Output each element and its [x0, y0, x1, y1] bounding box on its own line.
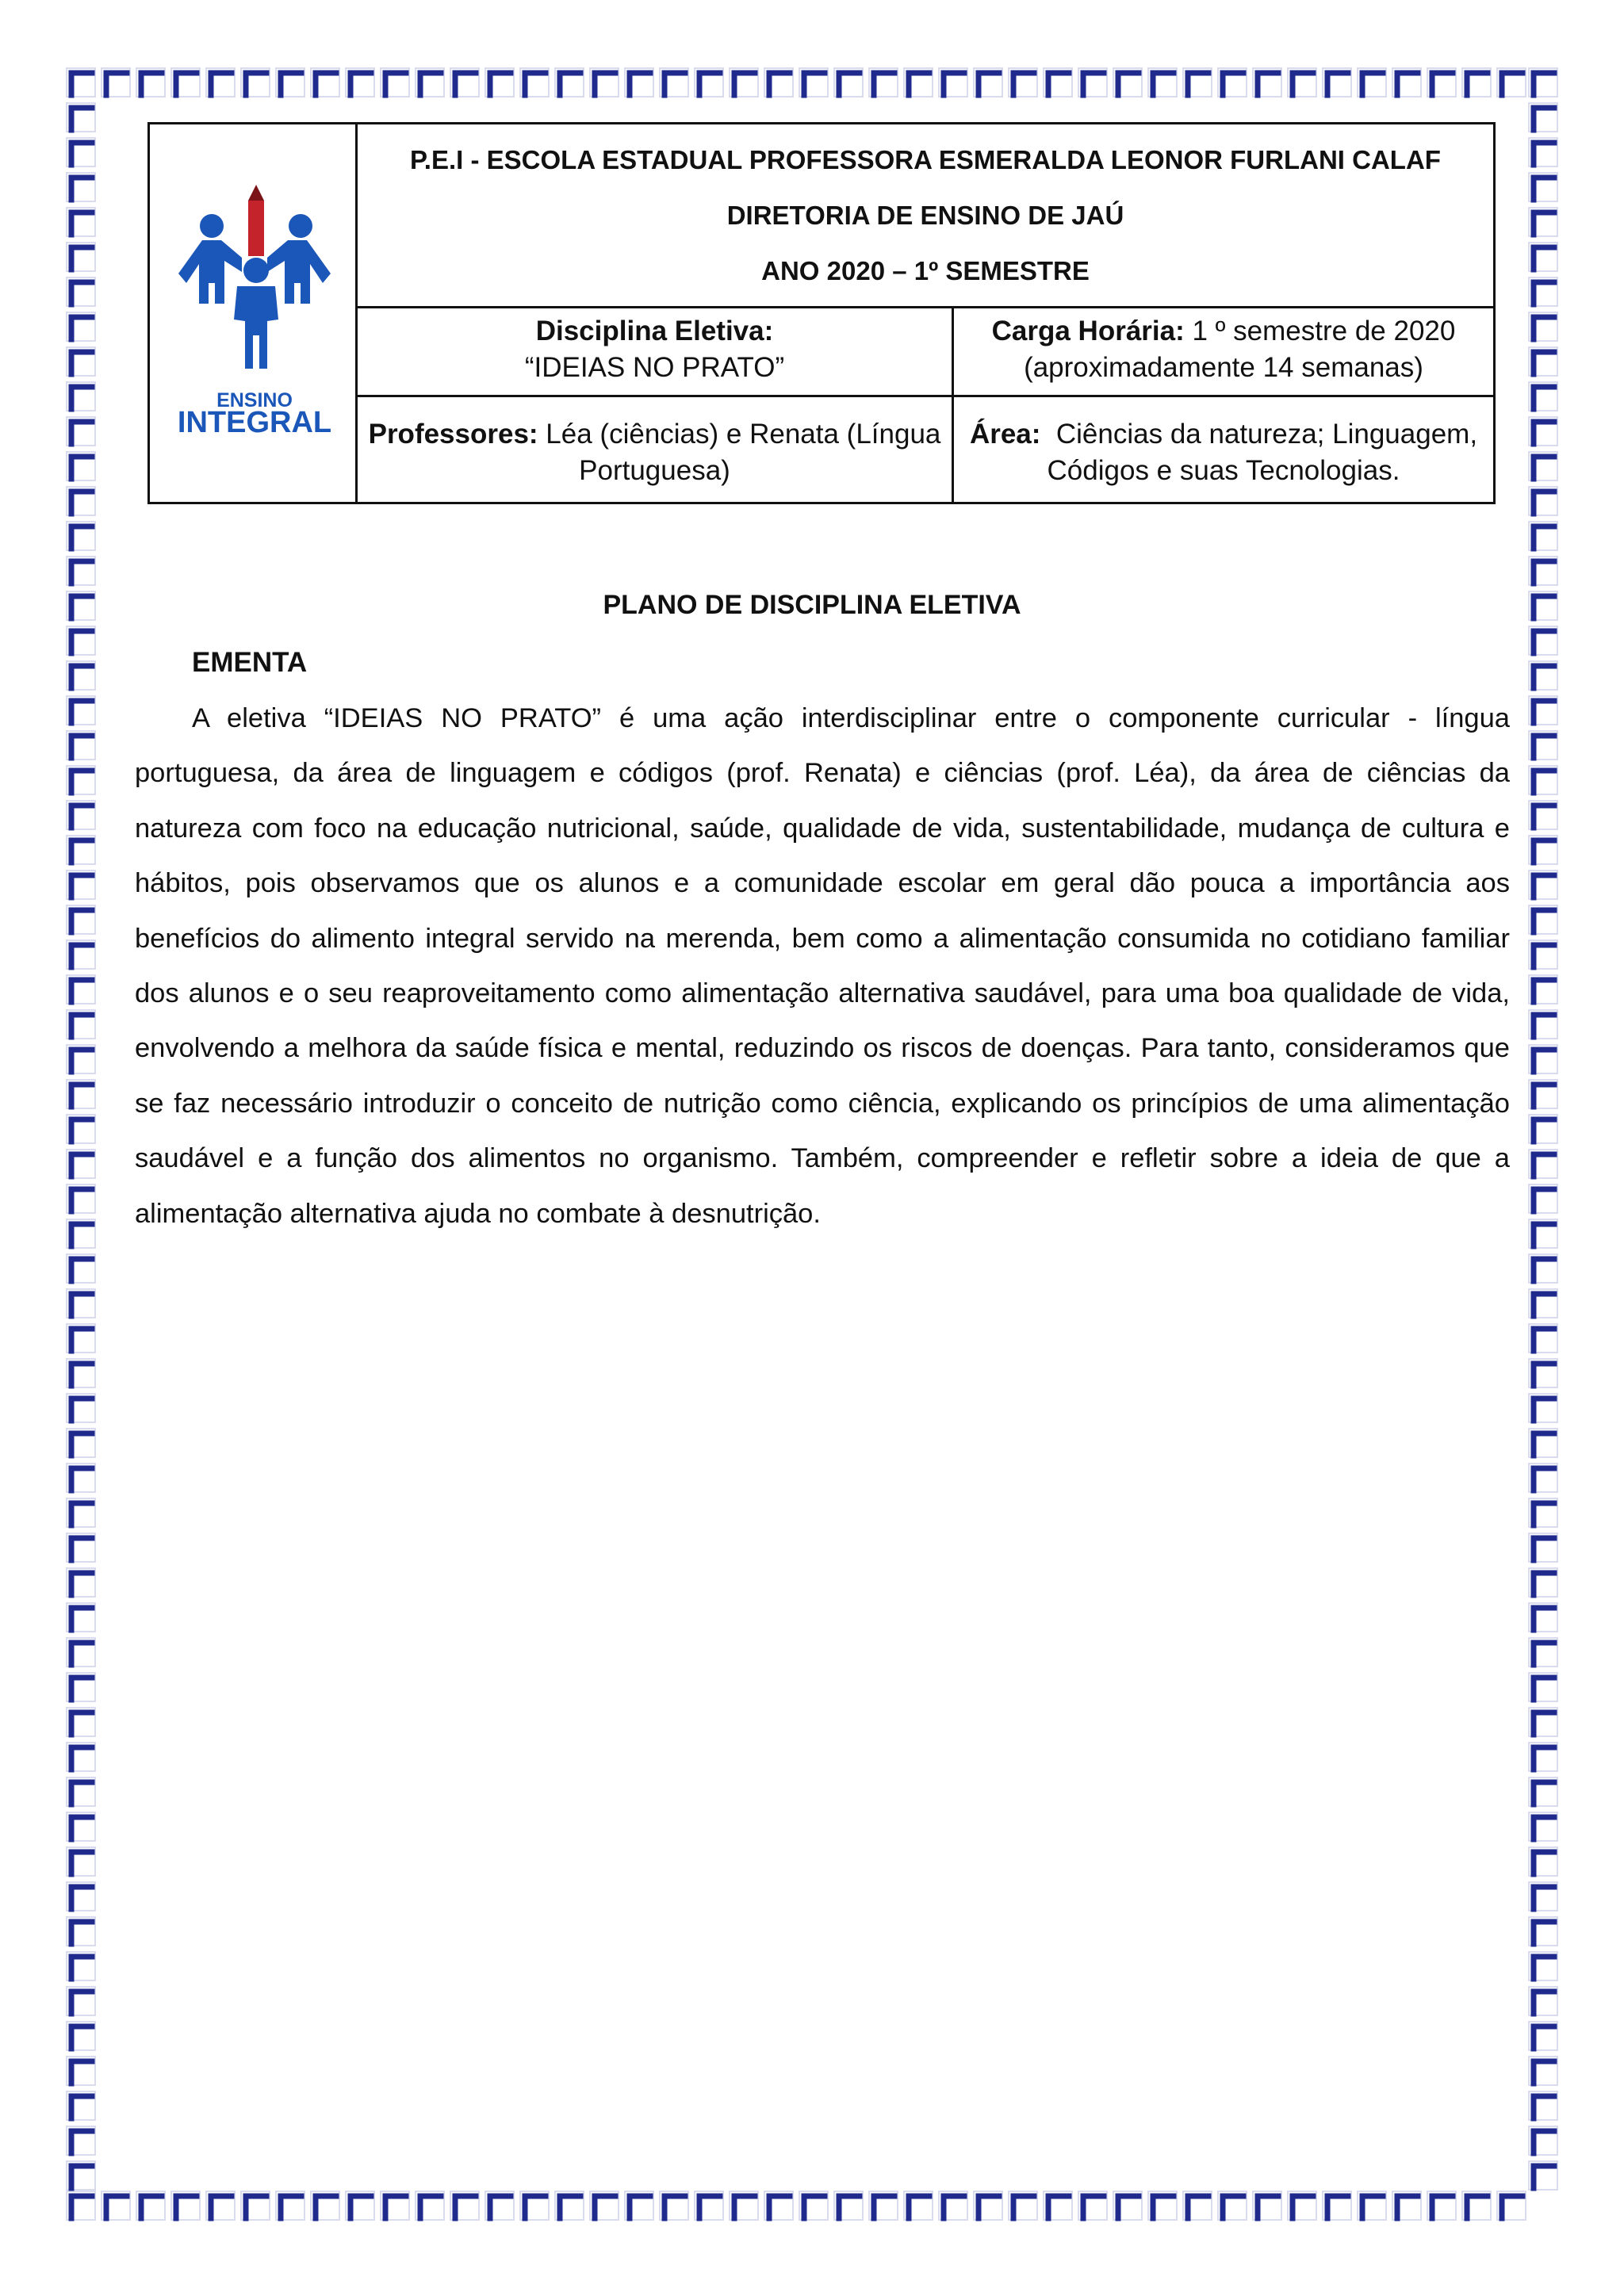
carga-value-line2: (aproximadamente 14 semanas) [1024, 352, 1423, 383]
area-cell [954, 397, 1493, 502]
greek-key-border-icon [63, 65, 1561, 100]
school-name: P.E.I - ESCOLA ESTADUAL PROFESSORA ESMERALDA LEONOR FURLANI CALAF [410, 145, 1441, 174]
carga-cell [954, 308, 1493, 397]
carga-value-line1: 1 º semestre de 2020 [1184, 316, 1456, 346]
ensino-integral-logo-icon [163, 185, 347, 438]
disciplina-cell [358, 308, 954, 397]
professores-cell [358, 397, 954, 502]
area-value-line2: Códigos e suas Tecnologias. [1047, 455, 1400, 486]
logo-text-top: ENSINO [216, 389, 293, 411]
carga-label: Carga Horária: [991, 316, 1185, 346]
diretoria-name: DIRETORIA DE ENSINO DE JAÚ [726, 201, 1124, 230]
header-title-cell [358, 124, 1493, 308]
page-border-left [63, 65, 98, 2223]
professores-label: Professores: [368, 419, 538, 450]
document-title: PLANO DE DISCIPLINA ELETIVA [603, 590, 1021, 620]
disciplina-value: “IDEIAS NO PRATO” [524, 352, 785, 383]
professores-value-line1: Léa (ciências) e Renata (Língua [538, 419, 941, 450]
section-heading: EMENTA [192, 647, 308, 678]
header-table [147, 122, 1496, 504]
ementa-paragraph: A eletiva “IDEIAS NO PRATO” é uma ação interdisciplinar entre o componente curricular - língua portuguesa, da área de linguagem e códigos (prof. Renata) e ciências (prof. Léa), da área de ciências da natureza com foco na educação nutricional, saúde, qualidade de vida, sustentabilidade, mudança de cultura e hábitos, pois observamos que os alunos e a comunidade escolar em geral dão pouca a importância aos benefícios do alimento integral servido na merenda, bem como a alimentação consumida no cotidiano familiar dos alunos e o seu reaproveitamento como alimentação alternativa saudável, para uma boa qualidade de vida, envolvendo a melhora da saúde física e mental, reduzindo os riscos de doenças. Para tanto, consideramos que se faz necessário introduzir o conceito de nutrição como ciência, explicando os princípios de uma alimentação saudável e a função dos alimentos no organismo. Também, compreender e refletir sobre a ideia de que a alimentação alternativa ajuda no combate à desnutrição. [135, 703, 1510, 1229]
area-value-line1: Ciências da natureza; Linguagem, [1040, 419, 1478, 450]
year-semester: ANO 2020 – 1º SEMESTRE [761, 256, 1090, 285]
area-label: Área: [969, 419, 1041, 450]
greek-key-border-icon [63, 2188, 1561, 2223]
disciplina-label: Disciplina Eletiva: [535, 316, 774, 346]
logo-text-bottom: INTEGRAL [177, 406, 332, 438]
professores-value-line2: Portuguesa) [579, 455, 730, 486]
logo-cell [150, 124, 358, 502]
page-border-right [1526, 65, 1561, 2223]
greek-key-border-icon [63, 65, 98, 2223]
greek-key-border-icon [1526, 65, 1561, 2223]
page-border-top [63, 65, 1561, 100]
page-border-bottom [63, 2188, 1561, 2223]
